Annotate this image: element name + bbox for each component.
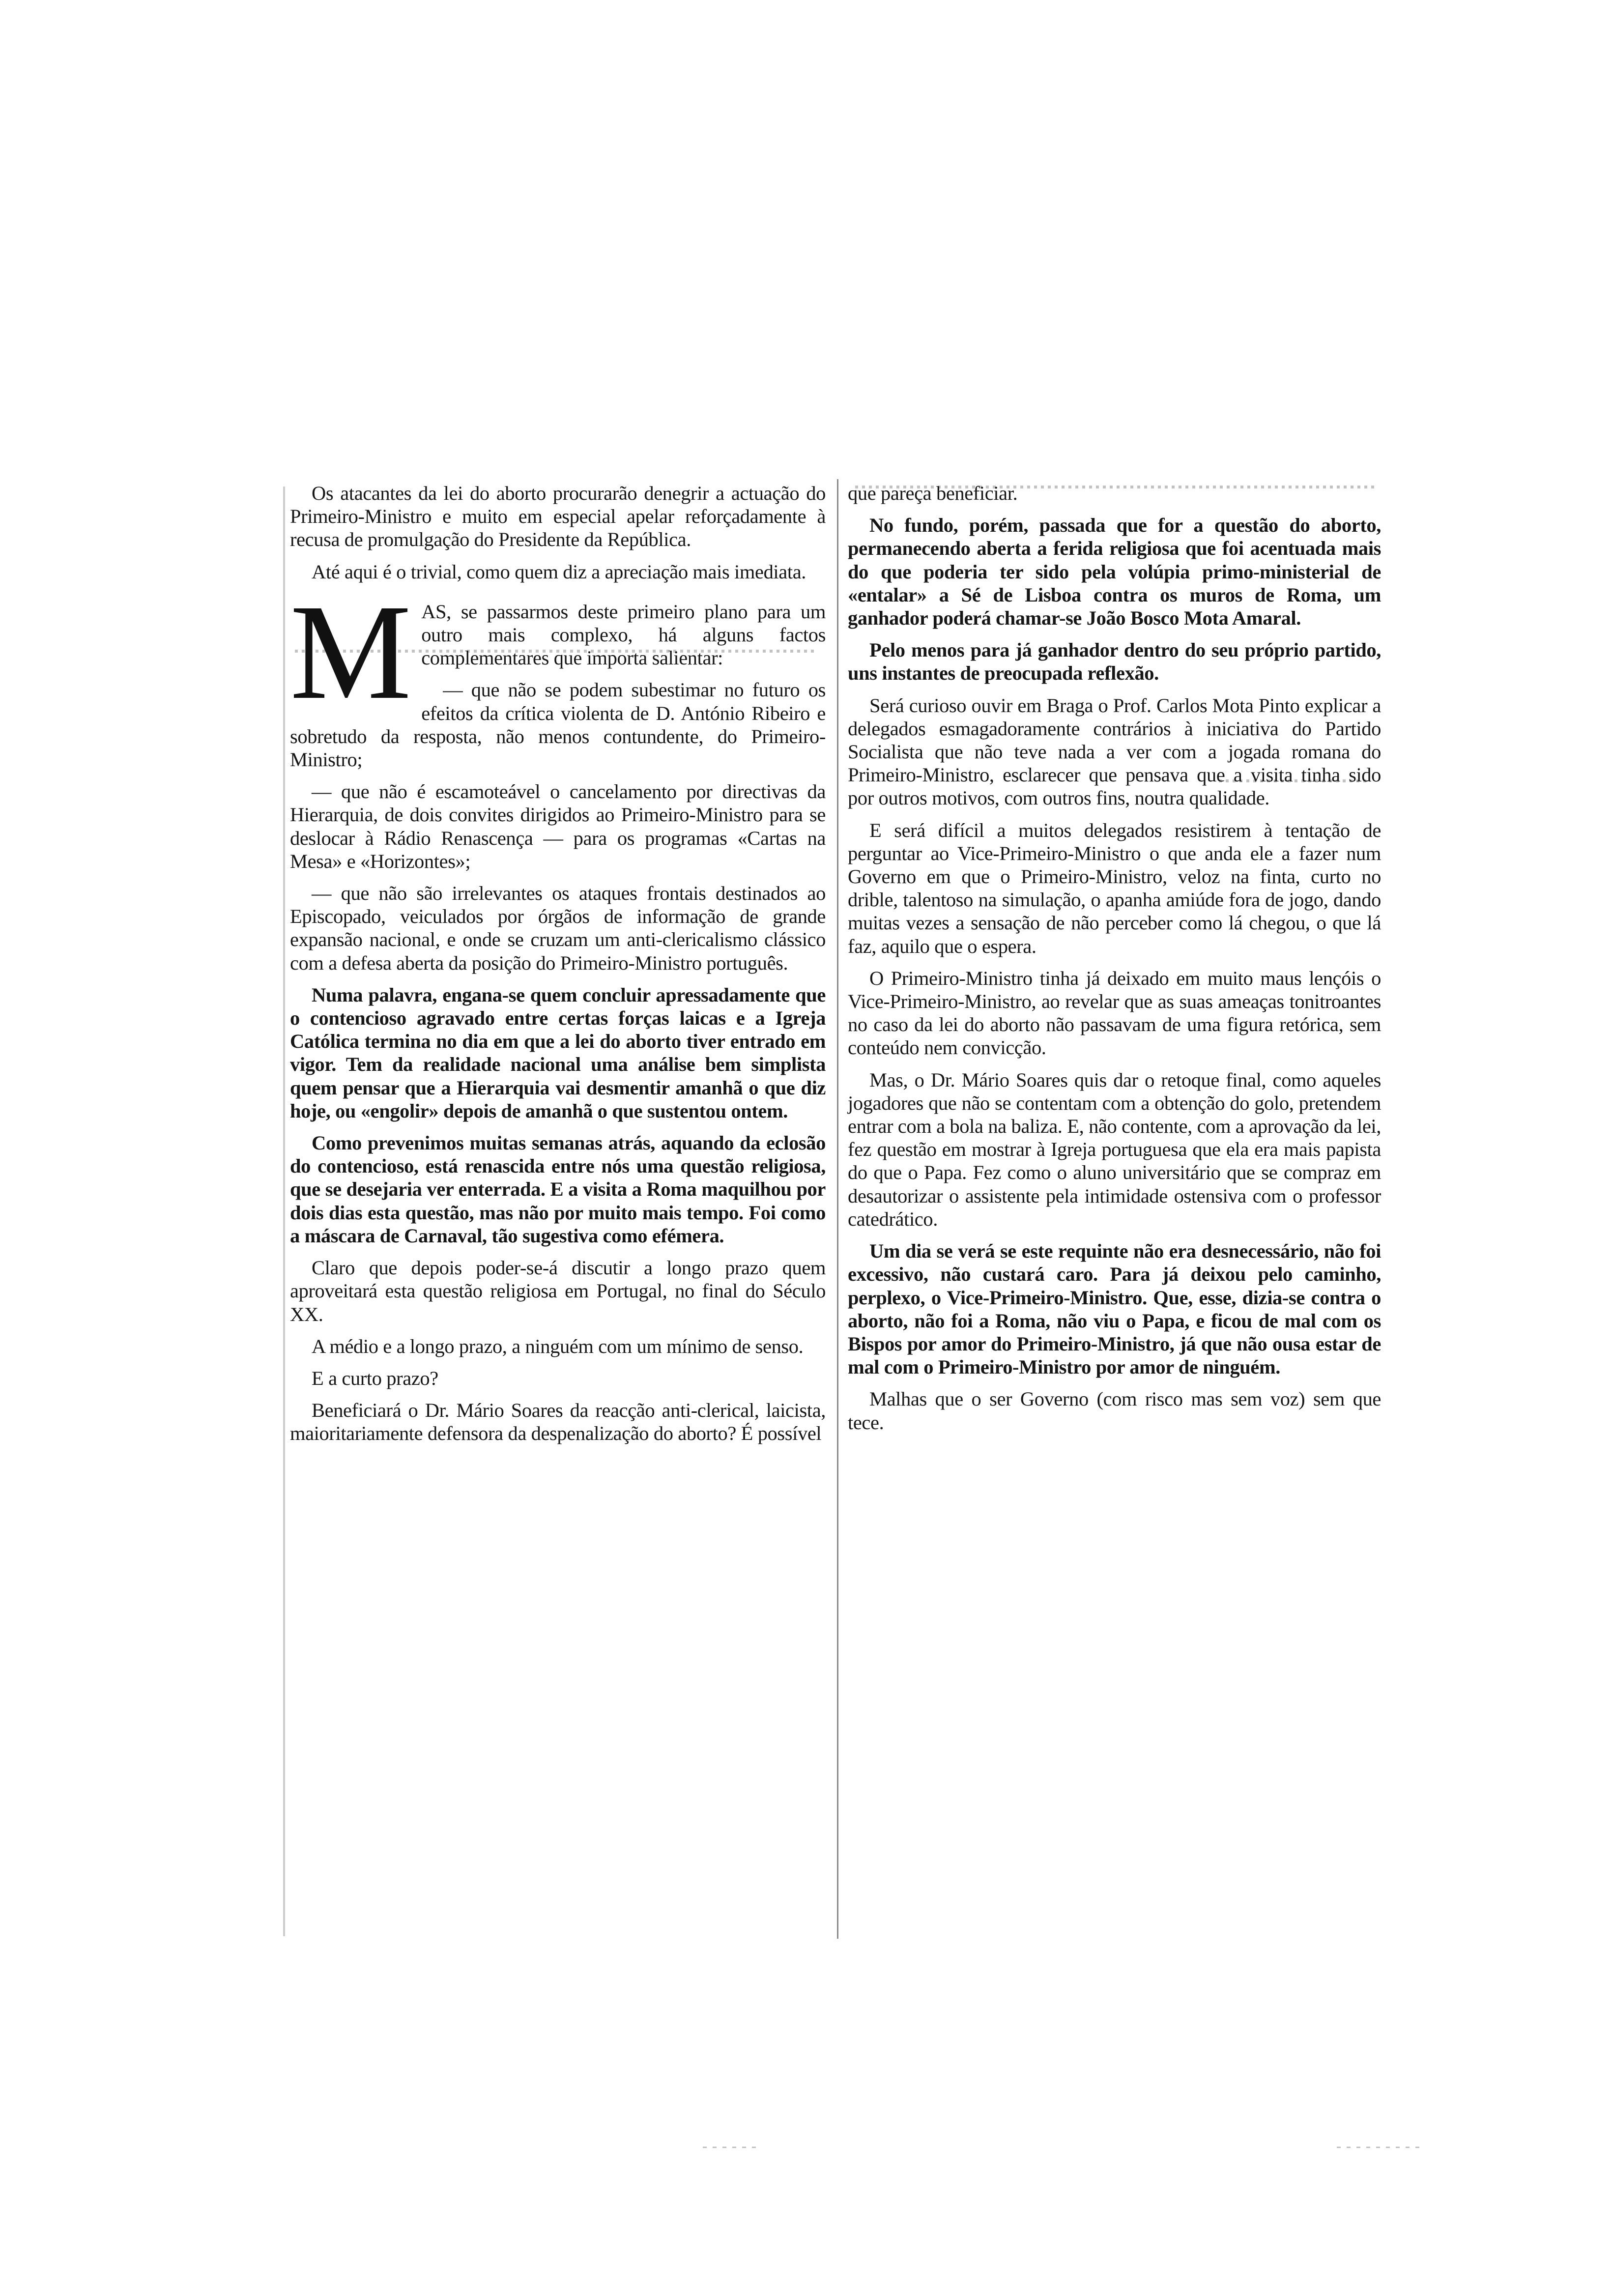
article-paragraph: Beneficiará o Dr. Mário Soares da reacção anti-clerical, laicista, maioritariamente defensora da despenalização do aborto? É possível <box>290 1399 826 1445</box>
article-paragraph: E a curto prazo? <box>312 1367 438 1389</box>
article-paragraph-bold: No fundo, porém, passada que for a questão do aborto, permanecendo aberta a ferida religiosa que foi acentuada mais do que poderia ter sido pela volúpia primo-ministerial de «entalar» a Sé de Lisboa contra os muros de Roma, um ganhador poderá chamar-se João Bosco Mota Amaral. <box>848 514 1381 630</box>
article-paragraph: que pareça beneficiar. <box>848 482 1018 504</box>
bottom-scan-artifact <box>1337 2147 1420 2148</box>
article-paragraph: E será difícil a muitos delegados resistirem à tentação de perguntar ao Vice-Primeiro-Ministro o que anda ele a fazer num Governo em que o Primeiro-Ministro, veloz na finta, curto no drible, talentoso na simulação, o apanha amiúde fora de jogo, dando muitas vezes a sensação de não perceber como lá chegou, o que lá faz, aquilo que o espera. <box>848 819 1381 957</box>
right-column <box>848 482 1381 1443</box>
article-paragraph-bold: Numa palavra, engana-se quem concluir apressadamente que o contencioso agravado entre certas forças laicas e a Igreja Católica termina no dia em que a lei do aborto tiver entrado em vigor. Tem da realidade nacional uma análise bem simplista quem pensar que a Hierarquia vai desmentir amanhã o que diz hoje, ou «engolir» depois de amanhã o que sustentou ontem. <box>290 983 826 1122</box>
article-paragraph-bold: Como prevenimos muitas semanas atrás, aquando da eclosão do contencioso, está renascida entre nós uma questão religiosa, que se desejaria ver enterrada. E a visita a Roma maquilhou por dois dias esta questão, mas não por muito mais tempo. Foi como a máscara de Carnaval, tão sugestiva como efémera. <box>290 1132 826 1247</box>
column-divider <box>837 479 838 1939</box>
article-paragraph-bold: Um dia se verá se este requinte não era desnecessário, não foi excessivo, não custará caro. Para já deixou pelo caminho, perplexo, o Vice-Primeiro-Ministro. Que, esse, dizia-se contra o aborto, não foi a Roma, não viu o Papa, e ficou de mal com os Bispos por amor do Primeiro-Ministro, já que não ousa estar de mal com o Primeiro-Ministro por amor de ninguém. <box>848 1240 1381 1378</box>
article-paragraph: Será curioso ouvir em Braga o Prof. Carlos Mota Pinto explicar a delegados esmagadoramente contrários à iniciativa do Partido Socialista que não teve nada a ver com a jogada romana do Primeiro-Ministro, esclarecer que pensava que a visita tinha sido por outros motivos, com outros fins, noutra qualidade. <box>848 694 1381 809</box>
article-paragraph: Mas, o Dr. Mário Soares quis dar o retoque final, como aqueles jogadores que não se contentam com a obtenção do golo, pretendem entrar com a bola na baliza. E, não contente, com a aprovação da lei, fez questão em mostrar à Igreja portuguesa que ela era mais papista do que o Papa. Fez como o aluno universitário que se compraz em desautorizar o assistente pela intimidade ostensiva com o professor catedrático. <box>848 1068 1381 1230</box>
article-paragraph: O Primeiro-Ministro tinha já deixado em muito maus lençóis o Vice-Primeiro-Ministro, ao revelar que as suas ameaças tonitroantes no caso da lei do aborto não passavam de uma figura retórica, sem conteúdo nem convicção. <box>848 967 1381 1059</box>
article-paragraph: Claro que depois poder-se-á discutir a longo prazo quem aproveitará esta questão religiosa em Portugal, no final do Século XX. <box>290 1257 826 1325</box>
article-paragraph-bold: Pelo menos para já ganhador dentro do seu próprio partido, uns instantes de preocupada reflexão. <box>848 639 1381 685</box>
article-paragraph: AS, se passarmos deste primeiro plano para um outro mais complexo, há alguns factos complementares que importa salientar: <box>421 600 826 669</box>
article-paragraph: — que não se podem subestimar no futuro os efeitos da crítica violenta de D. António Ribeiro e sobretudo da resposta, não menos contundente, do Primeiro-Ministro; <box>290 679 826 771</box>
article-paragraph: Até aqui é o trivial, como quem diz a apreciação mais imediata. <box>312 560 806 583</box>
article-paragraph: A médio e a longo prazo, a ninguém com um mínimo de senso. <box>312 1335 804 1357</box>
article-paragraph: — que não é escamoteável o cancelamento por directivas da Hierarquia, de dois convites dirigidos ao Primeiro-Ministro para se deslocar à Rádio Renascença — para os programas «Cartas na Mesa» e «Horizontes»; <box>290 780 826 872</box>
article-paragraph: Malhas que o ser Governo (com risco mas sem voz) sem que tece. <box>848 1388 1381 1434</box>
article-paragraph: — que não são irrelevantes os ataques frontais destinados ao Episcopado, veiculados por órgãos de informação de grande expansão nacional, e onde se cruzam um anti-clericalismo clássico com a defesa aberta da posição do Primeiro-Ministro português. <box>290 882 826 974</box>
left-column <box>290 482 826 1454</box>
drop-cap-letter: M <box>290 576 412 728</box>
article-paragraph: Os atacantes da lei do aborto procurarão denegrir a actuação do Primeiro-Ministro e muito em especial apelar reforçadamente à recusa de promulgação do Presidente da República. <box>290 482 826 551</box>
bottom-scan-artifact <box>703 2147 762 2148</box>
left-margin-scan-mark <box>283 487 285 1936</box>
